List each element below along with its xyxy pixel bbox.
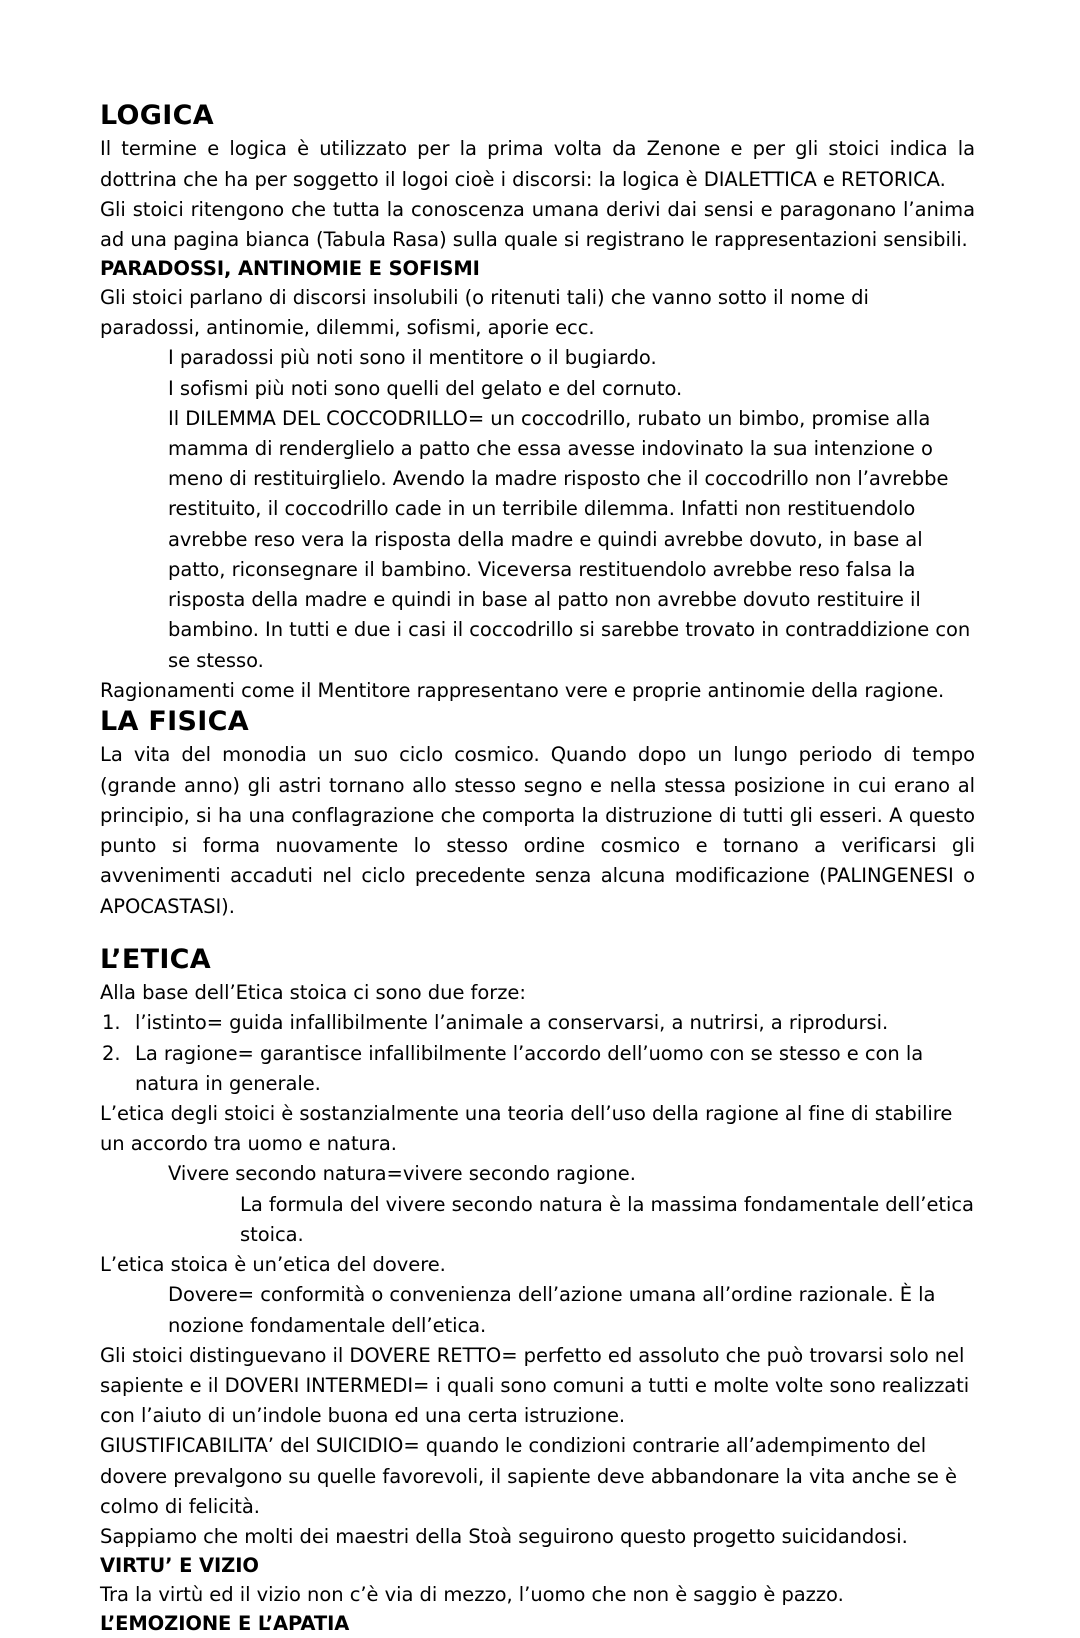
paragraph-discorsi-insolubili: Gli stoici parlano di discorsi insolubili (o ritenuti tali) che vanno sotto il nome di paradossi, antinomie, dilemmi, sofismi, aporie ecc. bbox=[100, 285, 869, 340]
paragraph-etica-del-dovere: L’etica stoica è un’etica del dovere. bbox=[100, 1253, 446, 1277]
list-item-istinto: l’istinto= guida infallibilmente l’animale a conservarsi, a nutrirsi, a riprodursi. bbox=[135, 1011, 889, 1035]
heading-letica: L’ETICA bbox=[100, 943, 211, 975]
paragraph-ragionamenti-mentitore: Ragionamenti come il Mentitore rappresentano vere e proprie antinomie della ragione. bbox=[100, 678, 945, 702]
subheading-virtu-e-vizio: VIRTU’ E VIZIO bbox=[100, 1554, 259, 1578]
paragraph-formula-vivere-secondo-natura: La formula del vivere secondo natura è la massima fondamentale dell’etica stoica. bbox=[240, 1192, 974, 1246]
paragraph-fisica-ciclo-cosmico: La vita del monodia un suo ciclo cosmico. Quando dopo un lungo periodo di tempo (grande anno) gli astri tornano allo stesso segno e nella stessa posizione in cui erano al principio, si ha una conflagrazione che comporta la distruzione di tutti gli esseri. A questo punto si forma nuovamente lo stesso ordine cosmico e tornano a verificarsi gli avvenimenti accaduti nel ciclo precedente senza alcuna modificazione (PALINGENESI o APOCASTASI). bbox=[100, 743, 975, 918]
paragraph-logica-definizione: Il termine e logica è utilizzato per la prima volta da Zenone e per gli stoici indica la dottrina che ha per soggetto il logoi cioè i discorsi: la logica è DIALETTICA e RETORICA. bbox=[100, 137, 975, 191]
paragraph-dovere-retto-intermedi: Gli stoici distinguevano il DOVERE RETTO= perfetto ed assoluto che può trovarsi solo nel sapiente e il DOVERI INTERMEDI= i quali sono comuni a tutti e molte volte sono realizzati con l’aiuto di un’indole buona ed una certa istruzione. bbox=[100, 1343, 970, 1428]
paragraph-maestri-stoa: Sappiamo che molti dei maestri della Stoà seguirono questo progetto suicidandosi. bbox=[100, 1525, 908, 1549]
paragraph-virtu-vizio: Tra la virtù ed il vizio non c’è via di mezzo, l’uomo che non è saggio è pazzo. bbox=[100, 1582, 844, 1606]
document-body bbox=[100, 100, 975, 1638]
paragraph-dilemma-coccodrillo: Il DILEMMA DEL COCCODRILLO= un coccodrillo, rubato un bimbo, promise alla mamma di renderglielo a patto che essa avesse indovinato la sua intenzione o meno di restituirglielo. Avendo la madre risposto che il coccodrillo non l’avrebbe restituito, il coccodrillo cade in un terribile dilemma. Infatti non restituendolo avrebbe reso vera la risposta della madre e quindi avrebbe dovuto, in base al patto, riconsegnare il bambino. Viceversa restituendolo avrebbe reso falsa la risposta della madre e quindi in base al patto non avrebbe dovuto restituire il bambino. In tutti e due i casi il coccodrillo si sarebbe trovato in contraddizione con se stesso. bbox=[168, 406, 971, 672]
paragraph-paradossi-noti: I paradossi più noti sono il mentitore o il bugiardo. bbox=[168, 346, 657, 370]
subheading-paradossi-antinomie-sofismi: PARADOSSI, ANTINOMIE E SOFISMI bbox=[100, 257, 480, 281]
paragraph-vivere-secondo-natura: Vivere secondo natura=vivere secondo ragione. bbox=[168, 1162, 636, 1186]
list-etica-forze bbox=[100, 1008, 975, 1099]
paragraph-definizione-dovere: Dovere= conformità o convenienza dell’azione umana all’ordine razionale. È la nozione fondamentale dell’etica. bbox=[168, 1283, 936, 1337]
paragraph-giustificabilita-suicidio: GIUSTIFICABILITA’ del SUICIDIO= quando le condizioni contrarie all’adempimento del dovere prevalgono su quelle favorevoli, il sapiente deve abbandonare la vita anche se è colmo di felicità. bbox=[100, 1434, 957, 1518]
list-item-ragione: La ragione= garantisce infallibilmente l’accordo dell’uomo con se stesso e con la natura in generale. bbox=[135, 1041, 924, 1095]
paragraph-etica-due-forze: Alla base dell’Etica stoica ci sono due forze: bbox=[100, 981, 526, 1005]
paragraph-etica-teoria-uso-ragione: L’etica degli stoici è sostanzialmente una teoria dell’uso della ragione al fine di stabilire un accordo tra uomo e natura. bbox=[100, 1101, 953, 1156]
heading-logica: LOGICA bbox=[100, 100, 214, 131]
heading-la-fisica: LA FISICA bbox=[100, 706, 249, 738]
subheading-emozione-e-apatia: L’EMOZIONE E L’APATIA bbox=[100, 1612, 350, 1636]
paragraph-logica-tabula-rasa: Gli stoici ritengono che tutta la conoscenza umana derivi dai sensi e paragonano l’anima ad una pagina bianca (Tabula Rasa) sulla quale si registrano le rappresentazioni sensibili. bbox=[100, 197, 975, 252]
paragraph-sofismi-noti: I sofismi più noti sono quelli del gelato e del cornuto. bbox=[168, 376, 683, 400]
